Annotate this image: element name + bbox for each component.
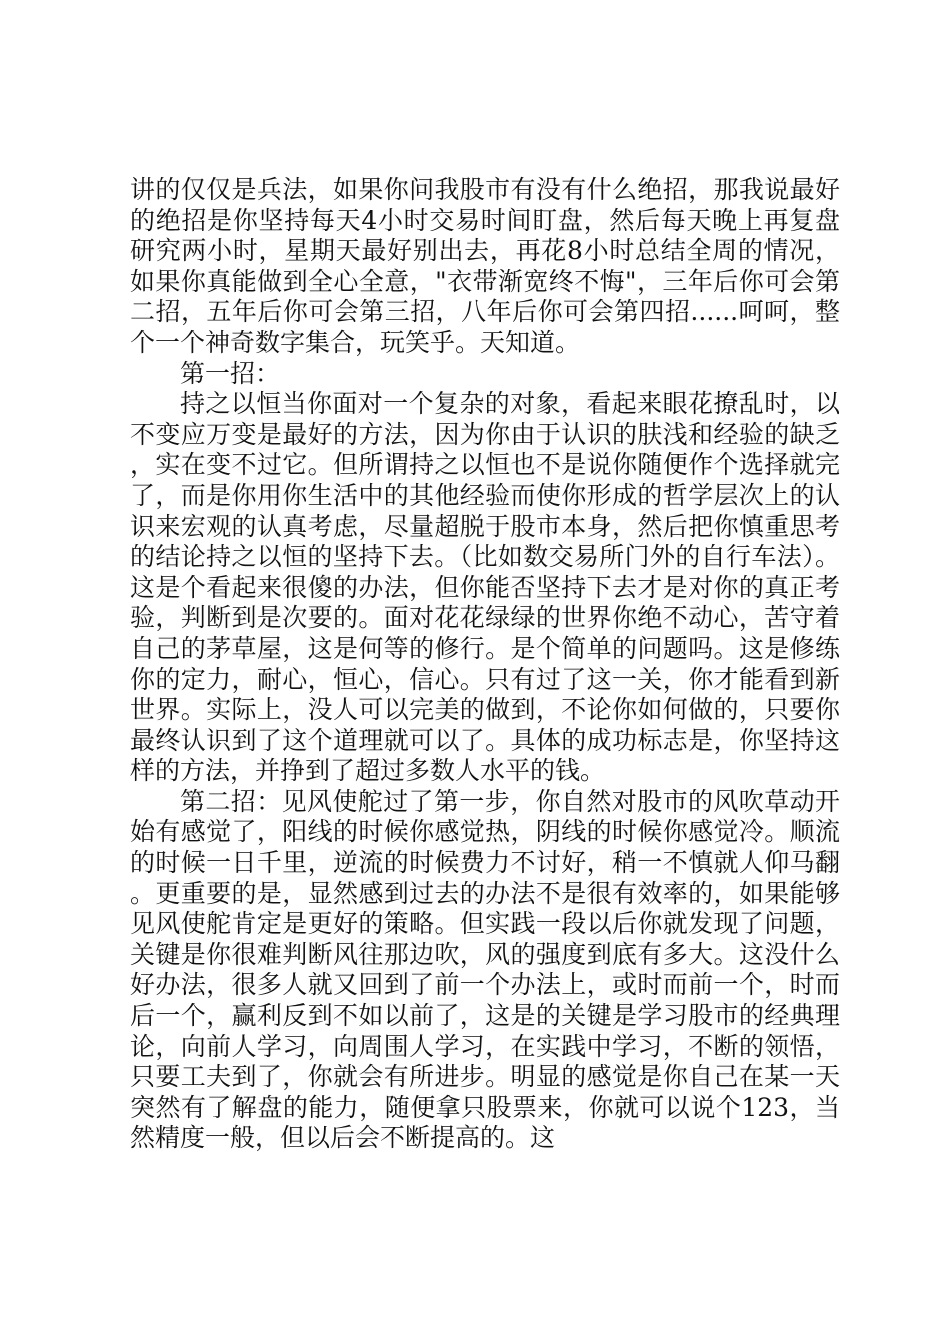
- document-page: [130, 175, 840, 1154]
- first-move-paragraph: 持之以恒当你面对一个复杂的对象，看起来眼花撩乱时，以不变应万变是最好的方法，因为你由于认识的肤浅和经验的缺乏，实在变不过它。但所谓持之以恒也不是说你随便作个选择就完了，而是你用你生活中的其他经验而使你形成的哲学层次上的认识来宏观的认真考虑，尽量超脱于股市本身，然后把你慎重思考的结论持之以恒的坚持下去。（比如数交易所门外的自行车法）。这是个看起来很傻的办法，但你能否坚持下去才是对你的真正考验，判断到是次要的。面对花花绿绿的世界你绝不动心，苦守着自己的茅草屋，这是何等的修行。是个简单的问题吗。这是修练你的定力，耐心，恒心，信心。只有过了这一关，你才能看到新世界。实际上，没人可以完美的做到，不论你如何做的，只要你最终认识到了这个道理就可以了。具体的成功标志是，你坚持这样的方法，并挣到了超过多数人水平的钱。: [130, 389, 840, 786]
- second-move-paragraph: 第二招：见风使舵过了第一步，你自然对股市的风吹草动开始有感觉了，阳线的时候你感觉热，阴线的时候你感觉冷。顺流的时候一日千里，逆流的时候费力不讨好，稍一不慎就人仰马翻。更重要的是，显然感到过去的办法不是很有效率的，如果能够见风使舵肯定是更好的策略。但实践一段以后你就发现了问题，关键是你很难判断风往那边吹，风的强度到底有多大。这没什么好办法，很多人就又回到了前一个办法上，或时而前一个，时而后一个，赢利反到不如以前了，这是的关键是学习股市的经典理论，向前人学习，向周围人学习，在实践中学习，不断的领悟，只要工夫到了，你就会有所进步。明显的感觉是你自己在某一天突然有了解盘的能力，随便拿只股票来，你就可以说个123，当然精度一般，但以后会不断提高的。这: [130, 786, 840, 1153]
- intro-paragraph: 讲的仅仅是兵法，如果你问我股市有没有什么绝招，那我说最好的绝招是你坚持每天4小时交易时间盯盘，然后每天晚上再复盘研究两小时，星期天最好别出去，再花8小时总结全周的情况，如果你真能做到全心全意，"衣带渐宽终不悔"，三年后你可会第二招，五年后你可会第三招，八年后你可会第四招......呵呵，整个一个神奇数字集合，玩笑乎。天知道。: [130, 175, 840, 357]
- section-heading-first-move: 第一招：: [180, 358, 281, 388]
